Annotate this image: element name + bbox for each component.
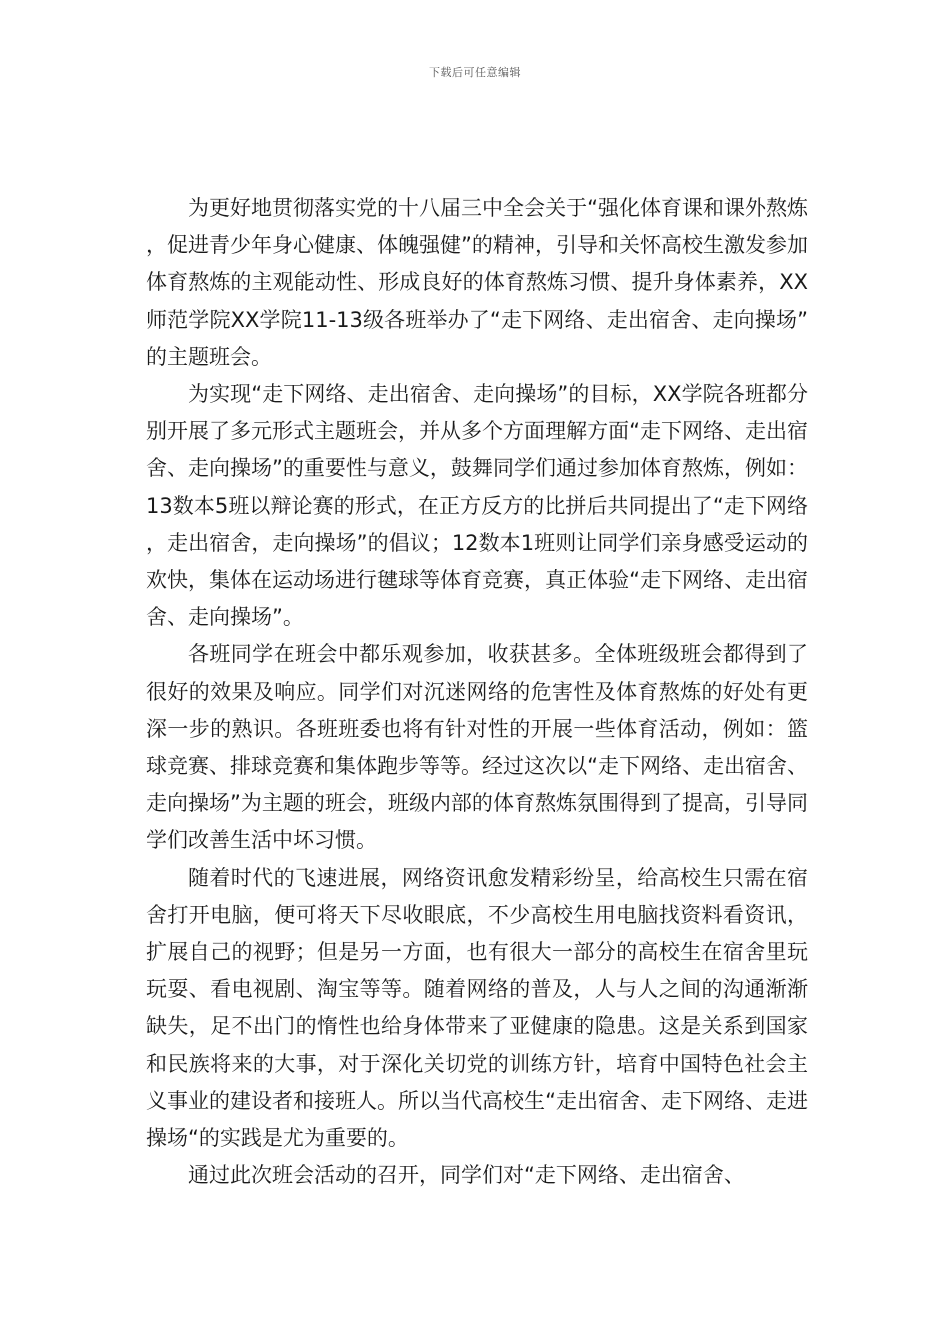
- page-header-note: 下载后可任意编辑: [429, 66, 521, 79]
- paragraph-2: 为实现“走下网络、走出宿舍、走向操场”的目标，XX学院各班都分别开展了多元形式主题班会，并从多个方面理解方面“走下网络、走出宿舍、走向操场”的重要性与意义，鼓舞同学们通过参加体育熬炼，例如：13数本5班以辩论赛的形式，在正方反方的比拼后共同提出了“走下网络，走出宿舍，走向操场”的倡议；12数本1班则让同学们亲身感受运动的欢快，集体在运动场进行毽球等体育竞赛，真正体验“走下网络、走出宿舍、走向操场”。: [146, 382, 808, 630]
- paragraph-1: 为更好地贯彻落实党的十八届三中全会关于“强化体育课和课外熬炼，促进青少年身心健康、体魄强健”的精神，引导和关怀高校生激发参加体育熬炼的主观能动性、形成良好的体育熬炼习惯、提升身体素养，XX师范学院XX学院11-13级各班举办了“走下网络、走出宿舍、走向操场”的主题班会。: [146, 196, 808, 369]
- document-body: [146, 190, 808, 1194]
- paragraph-4: 随着时代的飞速进展，网络资讯愈发精彩纷呈，给高校生只需在宿舍打开电脑，便可将天下尽收眼底，不少高校生用电脑找资料看资讯，扩展自己的视野；但是另一方面，也有很大一部分的高校生在宿舍里玩玩耍、看电视剧、淘宝等等。随着网络的普及，人与人之间的沟通渐渐缺失，足不出门的惰性也给身体带来了亚健康的隐患。这是关系到国家和民族将来的大事，对于深化关切党的训练方针，培育中国特色社会主义事业的建设者和接班人。所以当代高校生“走出宿舍、走下网络、走进操场“的实践是尤为重要的。: [146, 865, 808, 1151]
- paragraph-5: 通过此次班会活动的召开，同学们对“走下网络、走出宿舍、: [188, 1163, 745, 1188]
- paragraph-3: 各班同学在班会中都乐观参加，收获甚多。全体班级班会都得到了很好的效果及响应。同学们对沉迷网络的危害性及体育熬炼的好处有更深一步的熟识。各班班委也将有针对性的开展一些体育活动，例如：篮球竞赛、排球竞赛和集体跑步等等。经过这次以“走下网络、走出宿舍、走向操场”为主题的班会，班级内部的体育熬炼氛围得到了提高，引导同学们改善生活中坏习惯。: [146, 642, 808, 853]
